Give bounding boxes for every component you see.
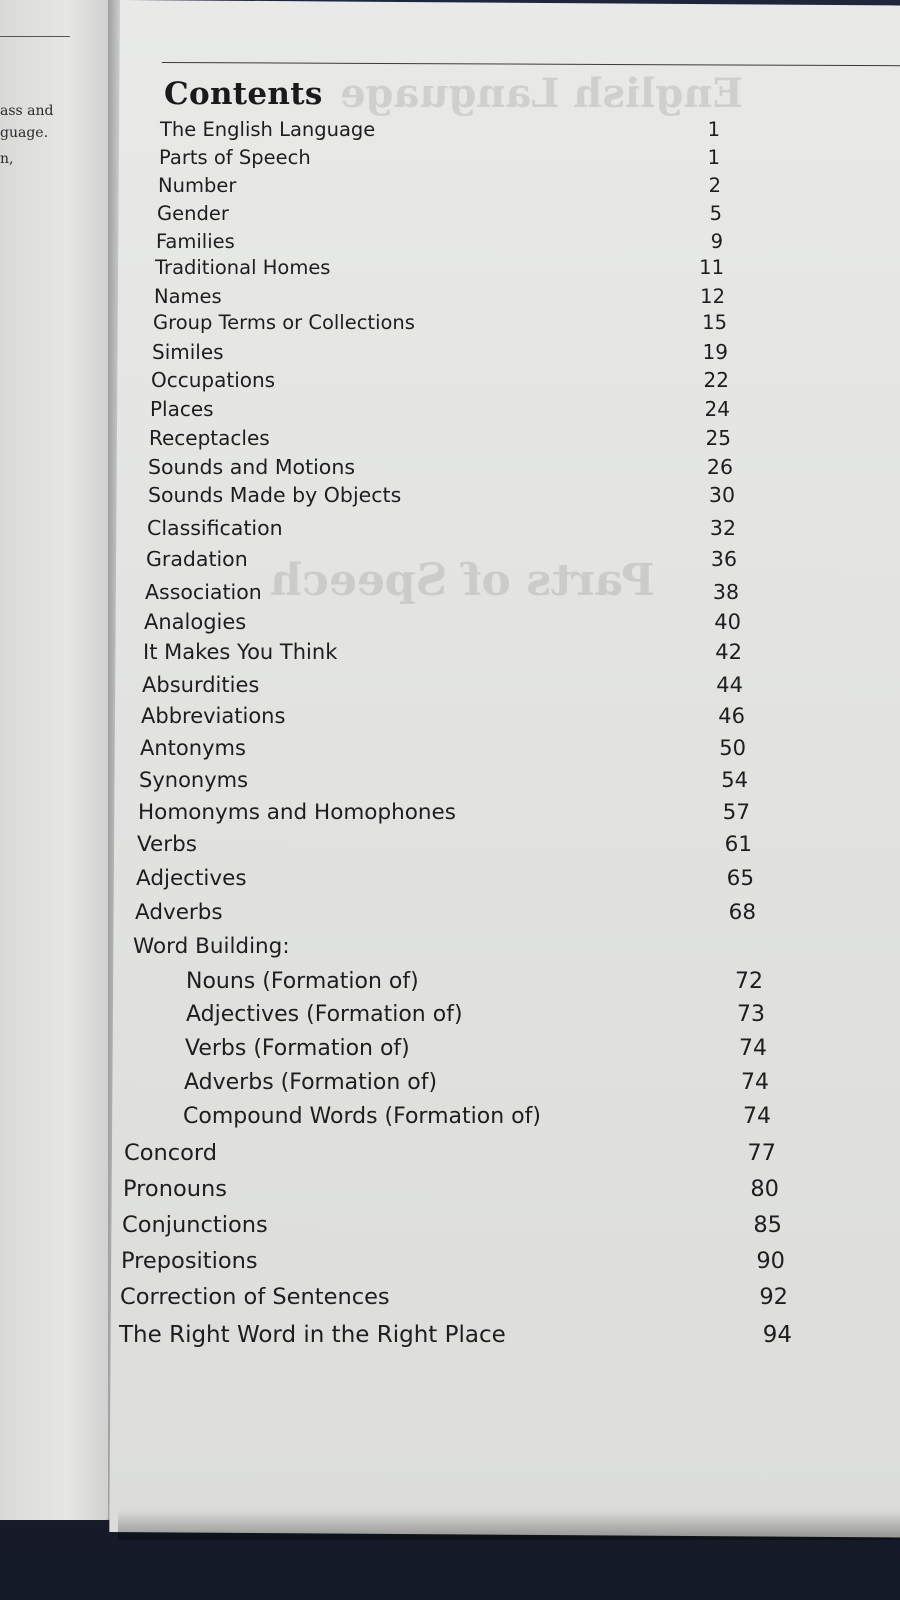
- left-page-line: n,: [0, 151, 14, 167]
- toc-entry-label: Gender: [157, 202, 229, 225]
- left-page-line: guage.: [0, 125, 49, 141]
- toc-entry-label: Receptacles: [149, 426, 270, 450]
- toc-page-number: 2: [708, 174, 721, 197]
- toc-entry-label: It Makes You Think: [143, 640, 338, 664]
- toc-entry: [0, 1212, 900, 1242]
- toc-entry: [0, 736, 900, 766]
- toc-entry: [0, 768, 900, 798]
- toc-page-number: 74: [743, 1104, 771, 1129]
- toc-subentry-label: Compound Words (Formation of): [183, 1104, 541, 1129]
- toc-entry: [0, 368, 900, 398]
- toc-entry: [0, 640, 900, 670]
- toc-entry: [0, 1140, 900, 1170]
- toc-entry: [0, 256, 900, 286]
- toc-page-number: 77: [747, 1140, 776, 1166]
- toc-entry-label: Correction of Sentences: [120, 1284, 390, 1310]
- toc-page-number: 57: [722, 800, 750, 825]
- toc-page-number: 9: [710, 230, 723, 253]
- toc-page-number: 46: [718, 704, 745, 728]
- toc-page-number: 26: [706, 455, 733, 479]
- toc-entry-label: Concord: [124, 1140, 218, 1166]
- toc-entry-label: Traditional Homes: [155, 256, 331, 279]
- toc-entry-label: Conjunctions: [122, 1212, 268, 1238]
- toc-entry: [0, 174, 900, 204]
- toc-entry: [0, 455, 900, 485]
- toc-page-number: 30: [708, 483, 735, 507]
- toc-page-number: 68: [728, 900, 756, 925]
- toc-page-number: 22: [703, 368, 729, 392]
- toc-page-number: 74: [741, 1070, 769, 1095]
- toc-entry-label: Places: [150, 397, 214, 421]
- toc-page-number: 80: [750, 1176, 779, 1202]
- toc-entry-label: Occupations: [151, 368, 276, 392]
- toc-entry: [0, 704, 900, 734]
- toc-entry-label: Association: [145, 580, 262, 604]
- left-page-line: ass and: [0, 103, 54, 119]
- toc-subentry-label: Verbs (Formation of): [185, 1036, 410, 1061]
- toc-entry: [0, 610, 900, 640]
- toc-page-number: 54: [721, 768, 748, 792]
- toc-entry: [0, 146, 900, 176]
- toc-entry-label: Antonyms: [140, 736, 246, 760]
- toc-page-number: 1: [707, 118, 720, 141]
- toc-page-number: 73: [737, 1002, 765, 1027]
- toc-entry-label: The Right Word in the Right Place: [119, 1322, 506, 1348]
- toc-entry: [0, 202, 900, 232]
- toc-entry: [0, 311, 900, 341]
- toc-entry-label: Sounds and Motions: [148, 455, 356, 479]
- toc-page-number: 40: [714, 610, 741, 634]
- toc-entry-label: Parts of Speech: [159, 146, 311, 169]
- toc-subentry-label: Nouns (Formation of): [186, 969, 419, 994]
- toc-entry: [0, 483, 900, 513]
- toc-entry-label: Verbs: [137, 832, 197, 857]
- toc-entry-label: Similes: [152, 340, 224, 364]
- toc-entry-label: Abbreviations: [141, 704, 286, 728]
- bleed-through-heading: Parts of Speech: [270, 555, 655, 606]
- toc-entry: [0, 1176, 900, 1206]
- toc-page-number: 42: [715, 640, 742, 664]
- toc-entry: [0, 934, 900, 964]
- toc-page-number: 44: [716, 673, 743, 697]
- toc-entry: [0, 516, 900, 546]
- toc-entry: [0, 1284, 900, 1314]
- toc-entry: [0, 1248, 900, 1278]
- toc-page-number: 50: [719, 736, 746, 760]
- toc-entry-label: Analogies: [144, 610, 247, 634]
- toc-page-number: 72: [735, 969, 763, 994]
- toc-entry-label: Gradation: [146, 547, 248, 571]
- toc-page-number: 12: [700, 285, 725, 308]
- toc-entry-label: Synonyms: [139, 768, 249, 792]
- toc-entry: [0, 547, 900, 577]
- toc-page-number: 85: [753, 1212, 782, 1238]
- toc-entry-label: Number: [158, 174, 237, 197]
- toc-page-number: 11: [699, 256, 724, 279]
- toc-entry: [0, 969, 900, 999]
- toc-page-number: 38: [712, 580, 739, 604]
- toc-subentry-label: Adjectives (Formation of): [186, 1002, 463, 1027]
- toc-entry: [0, 397, 900, 427]
- page-title: Contents: [164, 76, 323, 112]
- toc-entry: [0, 900, 900, 930]
- toc-entry: [0, 340, 900, 370]
- toc-page-number: 65: [726, 866, 754, 891]
- toc-page-number: 90: [756, 1248, 785, 1274]
- toc-entry: [0, 866, 900, 896]
- toc-entry-label: Word Building:: [133, 934, 290, 959]
- toc-entry: [0, 1070, 900, 1100]
- toc-page-number: 74: [739, 1036, 767, 1061]
- toc-entry-label: Families: [156, 230, 235, 253]
- toc-page-number: 92: [759, 1284, 788, 1310]
- toc-page-number: 25: [705, 426, 731, 450]
- toc-entry-label: Pronouns: [123, 1176, 227, 1202]
- toc-entry-label: Group Terms or Collections: [153, 311, 415, 334]
- toc-page-number: 15: [702, 311, 727, 334]
- toc-entry-label: Names: [154, 285, 222, 308]
- toc-entry: [0, 1104, 900, 1134]
- toc-entry: [0, 1036, 900, 1066]
- toc-entry-label: The English Language: [160, 118, 376, 141]
- toc-page-number: 24: [704, 397, 730, 421]
- bleed-through-heading: English Language: [340, 70, 743, 117]
- toc-page-number: 94: [762, 1322, 792, 1348]
- toc-entry: [0, 832, 900, 862]
- toc-entry-label: Adjectives: [136, 866, 247, 891]
- toc-entry: [0, 1322, 900, 1352]
- toc-entry-label: Prepositions: [121, 1248, 258, 1274]
- toc-entry-label: Absurdities: [142, 673, 260, 697]
- toc-entry: [0, 118, 900, 148]
- toc-entry-label: Classification: [147, 516, 283, 540]
- toc-page-number: 36: [710, 547, 737, 571]
- toc-page-number: 19: [702, 340, 728, 364]
- toc-page-number: 32: [709, 516, 736, 540]
- toc-entry-label: Homonyms and Homophones: [138, 800, 456, 825]
- toc-page-number: 61: [724, 832, 752, 857]
- toc-page-number: 5: [709, 202, 722, 225]
- toc-page-number: 1: [707, 146, 720, 169]
- toc-entry: [0, 426, 900, 456]
- toc-entry: [0, 673, 900, 703]
- toc-entry-label: Sounds Made by Objects: [148, 483, 402, 507]
- toc-entry: [0, 580, 900, 610]
- toc-entry: [0, 1002, 900, 1032]
- toc-entry-label: Adverbs: [135, 900, 223, 925]
- toc-entry: [0, 800, 900, 830]
- toc-subentry-label: Adverbs (Formation of): [184, 1070, 438, 1095]
